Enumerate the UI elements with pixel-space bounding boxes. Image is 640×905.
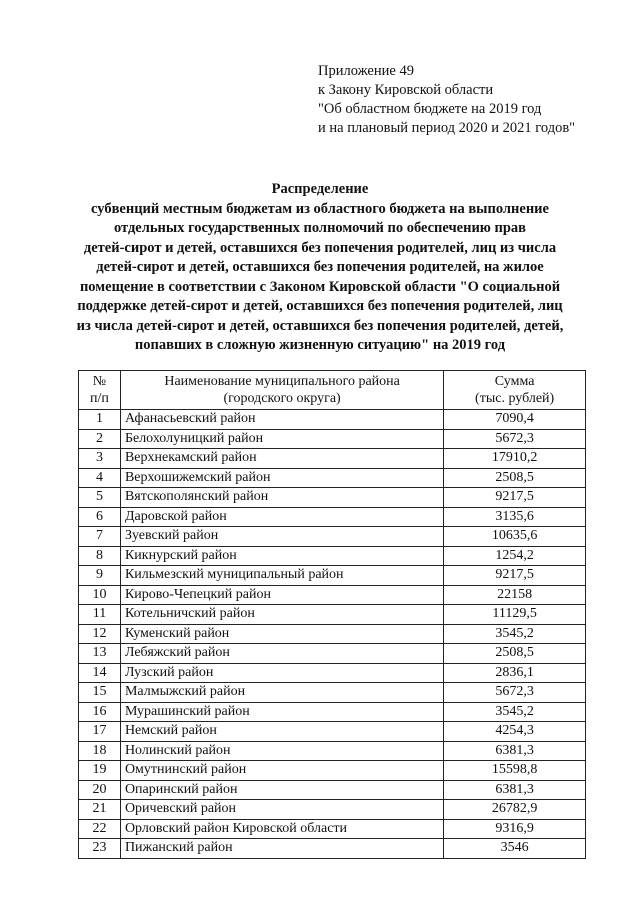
row-number: 10 bbox=[79, 585, 121, 605]
row-number: 14 bbox=[79, 663, 121, 683]
row-number: 22 bbox=[79, 819, 121, 839]
row-name: Мурашинский район bbox=[120, 702, 443, 722]
row-sum: 15598,8 bbox=[444, 761, 586, 781]
row-sum: 6381,3 bbox=[444, 741, 586, 761]
row-name: Котельничский район bbox=[120, 605, 443, 625]
row-number: 6 bbox=[79, 507, 121, 527]
row-sum: 6381,3 bbox=[444, 780, 586, 800]
row-sum: 4254,3 bbox=[444, 722, 586, 742]
row-sum: 5672,3 bbox=[444, 683, 586, 703]
title-line: субвенций местным бюджетам из областного бюджета на выполнение bbox=[91, 200, 549, 217]
table-row bbox=[79, 449, 586, 469]
row-sum: 3545,2 bbox=[444, 702, 586, 722]
appendix-line: к Закону Кировской области bbox=[318, 82, 494, 98]
table-row bbox=[79, 566, 586, 586]
title-line: отдельных государственных полномочий по обеспечению прав bbox=[113, 220, 527, 236]
row-sum: 10635,6 bbox=[444, 527, 586, 547]
row-name: Зуевский район bbox=[120, 527, 443, 547]
header-number-line: п/п bbox=[90, 391, 109, 406]
row-name: Орловский район Кировской области bbox=[120, 819, 443, 839]
header-sum-line: (тыс. рублей) bbox=[475, 391, 555, 406]
row-sum: 3545,2 bbox=[444, 624, 586, 644]
row-sum: 9217,5 bbox=[444, 566, 586, 586]
row-name: Даровской район bbox=[120, 507, 443, 527]
row-name: Кикнурский район bbox=[120, 546, 443, 566]
header-sum-line: Сумма bbox=[494, 374, 535, 389]
distribution-table bbox=[78, 370, 586, 859]
table-row bbox=[79, 546, 586, 566]
row-number: 23 bbox=[79, 839, 121, 859]
row-number: 18 bbox=[79, 741, 121, 761]
row-number: 2 bbox=[79, 429, 121, 449]
row-name: Куменский район bbox=[120, 624, 443, 644]
table-row bbox=[79, 585, 586, 605]
title-line: детей-сирот и детей, оставшихся без попечения родителей, на жилое bbox=[96, 259, 544, 275]
row-sum: 7090,4 bbox=[444, 410, 586, 430]
table-row bbox=[79, 683, 586, 703]
title-line: попавших в сложную жизненную ситуацию" на 2019 год bbox=[134, 337, 506, 353]
appendix-line: Приложение 49 bbox=[318, 63, 414, 79]
table-row bbox=[79, 761, 586, 781]
table-row bbox=[79, 800, 586, 820]
table-row bbox=[79, 605, 586, 625]
table-row bbox=[79, 839, 586, 859]
row-sum: 9316,9 bbox=[444, 819, 586, 839]
row-number: 11 bbox=[79, 605, 121, 625]
row-sum: 9217,5 bbox=[444, 488, 586, 508]
row-name: Оричевский район bbox=[120, 800, 443, 820]
title-line: Распределение bbox=[271, 181, 369, 197]
row-name: Кирово-Чепецкий район bbox=[120, 585, 443, 605]
row-name: Немский район bbox=[120, 722, 443, 742]
title-line: из числа детей-сирот и детей, оставшихся без попечения родителей, детей, bbox=[76, 317, 564, 334]
row-name: Лебяжский район bbox=[120, 644, 443, 664]
row-number: 1 bbox=[79, 410, 121, 430]
row-number: 7 bbox=[79, 527, 121, 547]
row-sum: 3135,6 bbox=[444, 507, 586, 527]
row-sum: 2508,5 bbox=[444, 468, 586, 488]
table-row bbox=[79, 410, 586, 430]
row-name: Нолинский район bbox=[120, 741, 443, 761]
row-number: 20 bbox=[79, 780, 121, 800]
header-sum bbox=[444, 371, 586, 410]
row-name: Опаринский район bbox=[120, 780, 443, 800]
row-number: 8 bbox=[79, 546, 121, 566]
row-sum: 1254,2 bbox=[444, 546, 586, 566]
row-number: 13 bbox=[79, 644, 121, 664]
table-row bbox=[79, 702, 586, 722]
row-number: 16 bbox=[79, 702, 121, 722]
row-name: Пижанский район bbox=[120, 839, 443, 859]
row-number: 9 bbox=[79, 566, 121, 586]
table-row bbox=[79, 624, 586, 644]
table-row bbox=[79, 644, 586, 664]
row-number: 19 bbox=[79, 761, 121, 781]
appendix-line: и на плановый период 2020 и 2021 годов" bbox=[318, 120, 576, 136]
row-number: 21 bbox=[79, 800, 121, 820]
header-name-line: Наименование муниципального района bbox=[164, 374, 400, 389]
row-sum: 11129,5 bbox=[444, 605, 586, 625]
row-number: 5 bbox=[79, 488, 121, 508]
table-row bbox=[79, 663, 586, 683]
title-line: поддержке детей-сирот и детей, оставшихся без попечения родителей, лиц bbox=[77, 298, 563, 314]
row-number: 4 bbox=[79, 468, 121, 488]
row-name: Малмыжский район bbox=[120, 683, 443, 703]
table-row bbox=[79, 819, 586, 839]
row-name: Афанасьевский район bbox=[120, 410, 443, 430]
row-name: Лузский район bbox=[120, 663, 443, 683]
table-header-row bbox=[79, 371, 586, 410]
title-line: детей-сирот и детей, оставшихся без попечения родителей, лиц из числа bbox=[83, 239, 557, 256]
table-row bbox=[79, 468, 586, 488]
row-sum: 5672,3 bbox=[444, 429, 586, 449]
row-name: Кильмезский муниципальный район bbox=[120, 566, 443, 586]
header-name bbox=[120, 371, 443, 410]
table-row bbox=[79, 780, 586, 800]
appendix-line: "Об областном бюджете на 2019 год bbox=[318, 101, 542, 117]
title-line: помещение в соответствии с Законом Кировской области "О социальной bbox=[79, 278, 561, 295]
row-number: 3 bbox=[79, 449, 121, 469]
header-number-line: № bbox=[92, 374, 107, 389]
row-name: Вятскополянский район bbox=[120, 488, 443, 508]
table-row bbox=[79, 488, 586, 508]
row-number: 12 bbox=[79, 624, 121, 644]
row-sum: 22158 bbox=[444, 585, 586, 605]
appendix-note bbox=[318, 62, 575, 138]
row-number: 15 bbox=[79, 683, 121, 703]
row-name: Верхнекамский район bbox=[120, 449, 443, 469]
row-sum: 2836,1 bbox=[444, 663, 586, 683]
row-name: Верхошижемский район bbox=[120, 468, 443, 488]
table-row bbox=[79, 527, 586, 547]
table-row bbox=[79, 429, 586, 449]
table-row bbox=[79, 722, 586, 742]
row-name: Омутнинский район bbox=[120, 761, 443, 781]
row-sum: 17910,2 bbox=[444, 449, 586, 469]
header-name-line: (городского округа) bbox=[223, 391, 341, 406]
row-sum: 3546 bbox=[444, 839, 586, 859]
document-title bbox=[60, 180, 580, 356]
table-body bbox=[79, 410, 586, 859]
table-row bbox=[79, 507, 586, 527]
row-name: Белохолуницкий район bbox=[120, 429, 443, 449]
header-number bbox=[79, 371, 121, 410]
table-row bbox=[79, 741, 586, 761]
row-sum: 2508,5 bbox=[444, 644, 586, 664]
row-sum: 26782,9 bbox=[444, 800, 586, 820]
row-number: 17 bbox=[79, 722, 121, 742]
